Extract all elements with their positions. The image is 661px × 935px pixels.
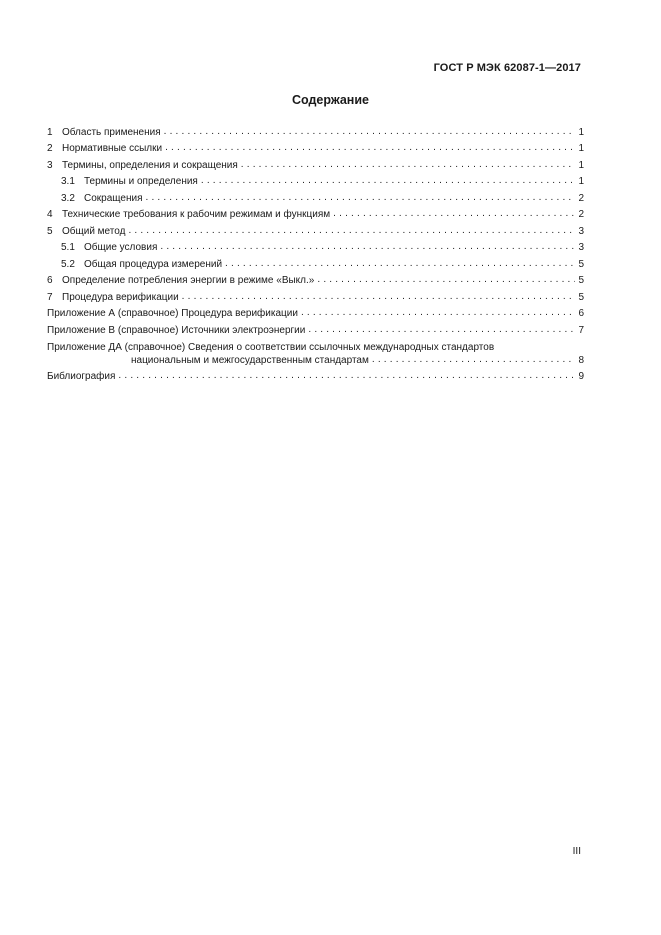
toc-entry-text: Нормативные ссылки (62, 143, 163, 154)
toc-entry-number: 4 (47, 209, 53, 220)
toc-entry-page: 5 (578, 291, 584, 303)
document-code: ГОСТ Р МЭК 62087-1—2017 (433, 62, 581, 74)
dot-leader (128, 225, 575, 237)
toc-entry-number: 3.2 (61, 192, 75, 204)
toc-entry-number: 5.1 (61, 242, 75, 253)
dot-leader (145, 192, 575, 204)
toc-entry-page: 1 (578, 176, 584, 187)
toc-entry-text: Термины и определения (84, 176, 198, 187)
toc-subentry[interactable] (47, 254, 584, 271)
toc-entry-text: Общий метод (62, 225, 126, 237)
toc-entry[interactable] (47, 155, 584, 172)
toc-annex-entry[interactable] (47, 337, 584, 367)
toc-entry-page: 7 (578, 324, 584, 336)
dot-leader (225, 258, 575, 270)
toc-entry-page: 3 (578, 242, 584, 253)
dot-leader (201, 175, 575, 187)
toc-entry-number: 2 (47, 143, 53, 154)
dot-leader (317, 274, 575, 286)
toc-entry-number: 5 (47, 225, 53, 237)
toc-entry-text: Общая процедура измерений (84, 258, 223, 270)
toc-entry-text: Область применения (62, 126, 161, 138)
dot-leader (164, 126, 575, 138)
toc-annex-entry[interactable] (47, 304, 584, 321)
dot-leader (333, 208, 575, 220)
dot-leader (165, 142, 575, 154)
toc-entry-page: 9 (578, 371, 584, 382)
toc-entry[interactable] (47, 122, 584, 139)
toc-entry-text-continued: национальным и межгосударственным стандартам (131, 354, 369, 366)
toc-entry-page: 8 (578, 354, 584, 366)
toc-entry-page: 2 (578, 209, 584, 220)
toc-entry-page: 1 (578, 159, 584, 171)
toc-entry-page: 5 (578, 275, 584, 286)
dot-leader (160, 241, 575, 253)
toc-title: Содержание (291, 93, 369, 107)
toc-entry-page: 5 (578, 258, 584, 270)
dot-leader (308, 324, 575, 336)
toc-subentry[interactable] (47, 172, 584, 189)
toc-entry-text: Общие условия (84, 242, 158, 253)
toc-entry[interactable] (47, 287, 584, 304)
toc-entry-text: Сокращения (84, 192, 143, 204)
toc-entry-number: 7 (47, 291, 53, 303)
toc-entry[interactable] (47, 205, 584, 222)
toc-bibliography-entry[interactable] (47, 367, 584, 384)
toc-entry-page: 6 (578, 308, 584, 319)
toc-entry-text: Определение потребления энергии в режиме «Выкл.» (62, 275, 315, 286)
toc-entry-number: 1 (47, 126, 53, 138)
dot-leader (372, 353, 575, 366)
toc-entry-page: 1 (578, 143, 584, 154)
toc-annex-entry[interactable] (47, 320, 584, 337)
dot-leader (241, 159, 575, 171)
dot-leader (118, 370, 575, 382)
toc-entry[interactable] (47, 139, 584, 156)
toc-entry-page: 2 (578, 192, 584, 204)
toc-entry[interactable] (47, 221, 584, 238)
table-of-contents (47, 122, 584, 383)
toc-entry-number: 5.2 (61, 258, 75, 270)
toc-entry-text: Приложение ДА (справочное) Сведения о соответствии ссылочных международных стандартов (47, 341, 495, 353)
page-number: III (572, 846, 581, 857)
toc-entry-text: Процедура верификации (62, 291, 179, 303)
toc-entry-text: Термины, определения и сокращения (62, 159, 238, 171)
toc-entry-text: Приложение В (справочное) Источники электроэнергии (47, 324, 306, 336)
toc-entry-number: 3 (47, 159, 53, 171)
toc-entry-text: Технические требования к рабочим режимам и функциям (62, 209, 331, 220)
toc-entry-text: Приложение А (справочное) Процедура верификации (47, 308, 298, 319)
toc-entry-page: 1 (578, 126, 584, 138)
toc-entry[interactable] (47, 271, 584, 288)
dot-leader (301, 307, 575, 319)
toc-entry-number: 6 (47, 275, 53, 286)
toc-entry-page: 3 (578, 225, 584, 237)
dot-leader (182, 291, 575, 303)
toc-entry-text: Библиография (47, 371, 116, 382)
toc-subentry[interactable] (47, 238, 584, 255)
toc-entry-number: 3.1 (61, 176, 75, 187)
toc-subentry[interactable] (47, 188, 584, 205)
